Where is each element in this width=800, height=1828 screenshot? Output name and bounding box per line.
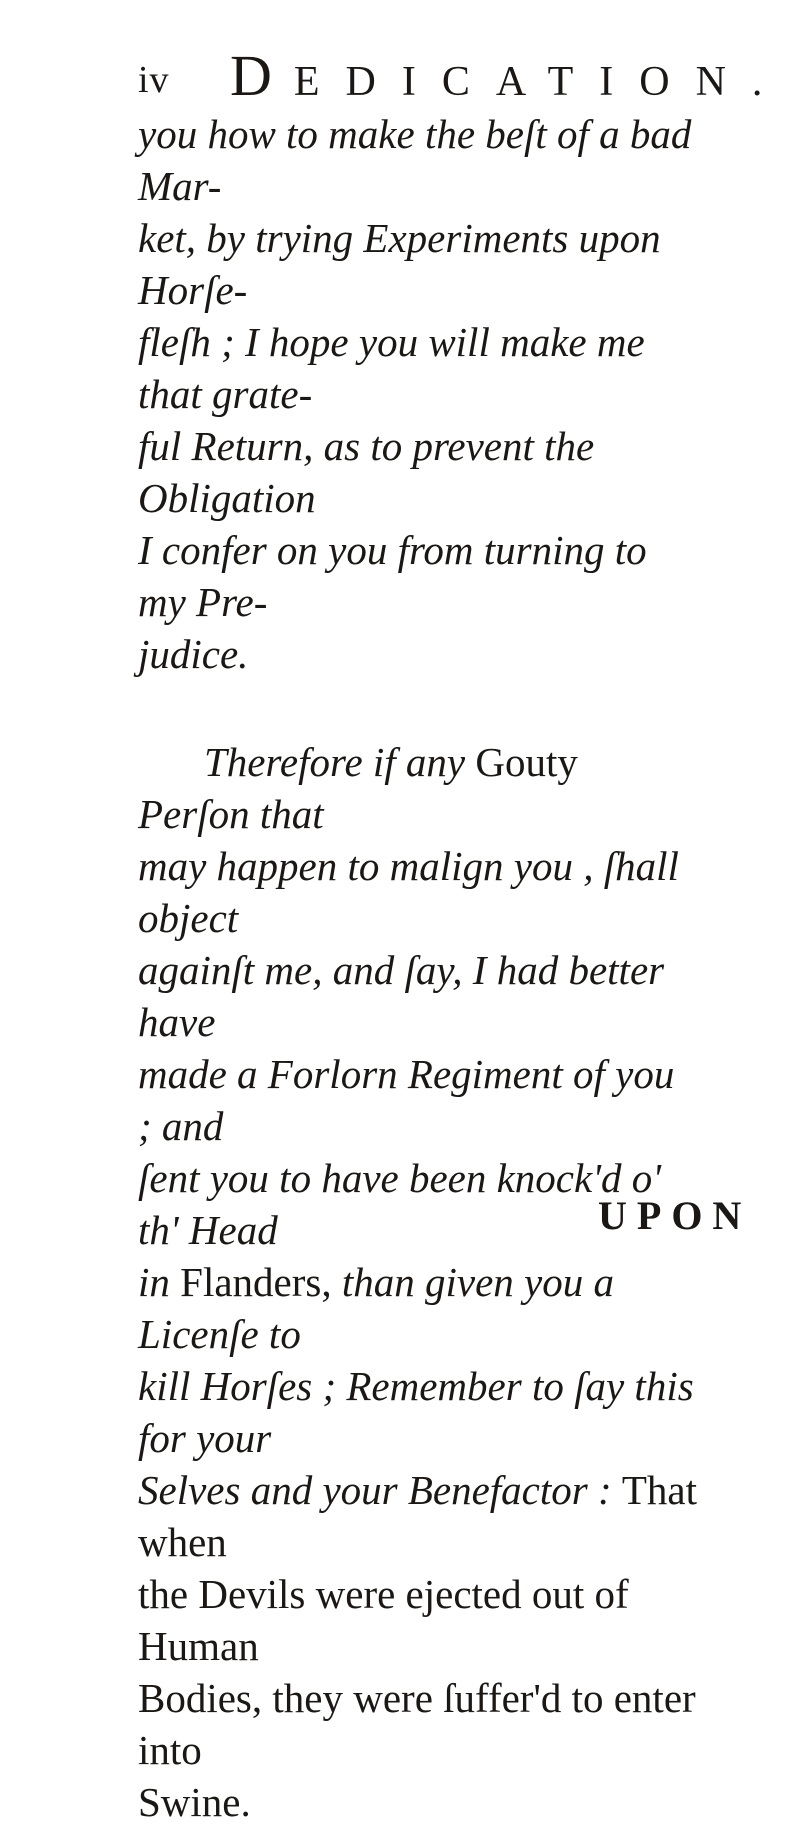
text-segment: Swine. xyxy=(138,1779,251,1825)
text-segment: in xyxy=(138,1259,181,1305)
text-segment: ſent you to have been knock'd o' th' Head xyxy=(138,1155,661,1253)
text-line xyxy=(138,1779,251,1825)
running-title xyxy=(230,42,788,109)
text-segment: than given you a Licenſe to xyxy=(138,1259,614,1357)
running-title-letter: I xyxy=(401,59,442,105)
text-line xyxy=(138,527,647,625)
catchword: UPON xyxy=(598,1193,752,1238)
text-segment: Gouty xyxy=(475,739,578,785)
running-title-letter: D xyxy=(230,43,294,108)
paragraph xyxy=(138,108,698,680)
text-line xyxy=(138,1571,629,1669)
text-segment: againſt me, and ſay, I had better have xyxy=(138,947,665,1045)
text-line xyxy=(138,319,645,417)
text-line xyxy=(138,739,578,837)
page-number: iv xyxy=(138,59,170,101)
text-segment: judice. xyxy=(138,631,249,677)
text-line xyxy=(138,423,594,521)
text-segment: Selves and your Benefactor : xyxy=(138,1467,622,1513)
text-line xyxy=(138,843,679,941)
running-title-letter: O xyxy=(639,59,696,105)
page-header xyxy=(138,42,789,112)
text-segment: That when xyxy=(138,1467,698,1565)
text-segment: the Devils were ejected out of Human xyxy=(138,1571,629,1669)
text-line xyxy=(138,1363,694,1461)
text-segment: Flanders, xyxy=(180,1259,332,1305)
running-title-letter: C xyxy=(441,59,496,105)
text-segment: may happen to malign you , ſhall object xyxy=(138,843,679,941)
running-title-letter: A xyxy=(495,59,548,105)
text-segment: fleſh ; I hope you will make me that grate- xyxy=(138,319,645,417)
text-segment: ket, by trying Experiments upon Horſe- xyxy=(138,215,661,313)
text-segment: made a Forlorn Regiment of you ; and xyxy=(138,1051,675,1149)
text-line xyxy=(138,111,691,209)
running-title-letter: N. xyxy=(695,59,789,105)
text-segment: ful Return, as to prevent the Obligation xyxy=(138,423,595,521)
running-title-letter: T xyxy=(547,59,600,105)
text-line xyxy=(138,1155,661,1253)
text-segment: you how to make the beſt of a bad Mar- xyxy=(138,111,692,209)
text-segment: Bodies, they were ſuffer'd to enter into xyxy=(138,1675,696,1773)
text-segment: Therefore if any xyxy=(204,739,476,785)
text-segment: I confer on you from turning to my Pre- xyxy=(138,527,647,625)
text-segment: kill Horſes ; Remember to ſay this for your xyxy=(138,1363,694,1461)
running-title-letter: D xyxy=(345,59,402,105)
text-line xyxy=(138,215,661,313)
running-title-letter: I xyxy=(599,59,640,105)
text-line xyxy=(138,1259,614,1357)
text-line xyxy=(138,1051,674,1149)
body-text xyxy=(138,108,698,1828)
text-line xyxy=(138,631,248,677)
text-line xyxy=(138,1675,696,1773)
text-line xyxy=(138,1467,697,1565)
running-title-letter: E xyxy=(293,59,346,105)
text-line xyxy=(138,947,664,1045)
paragraph xyxy=(138,736,698,1828)
text-segment: Perſon that xyxy=(138,791,324,837)
